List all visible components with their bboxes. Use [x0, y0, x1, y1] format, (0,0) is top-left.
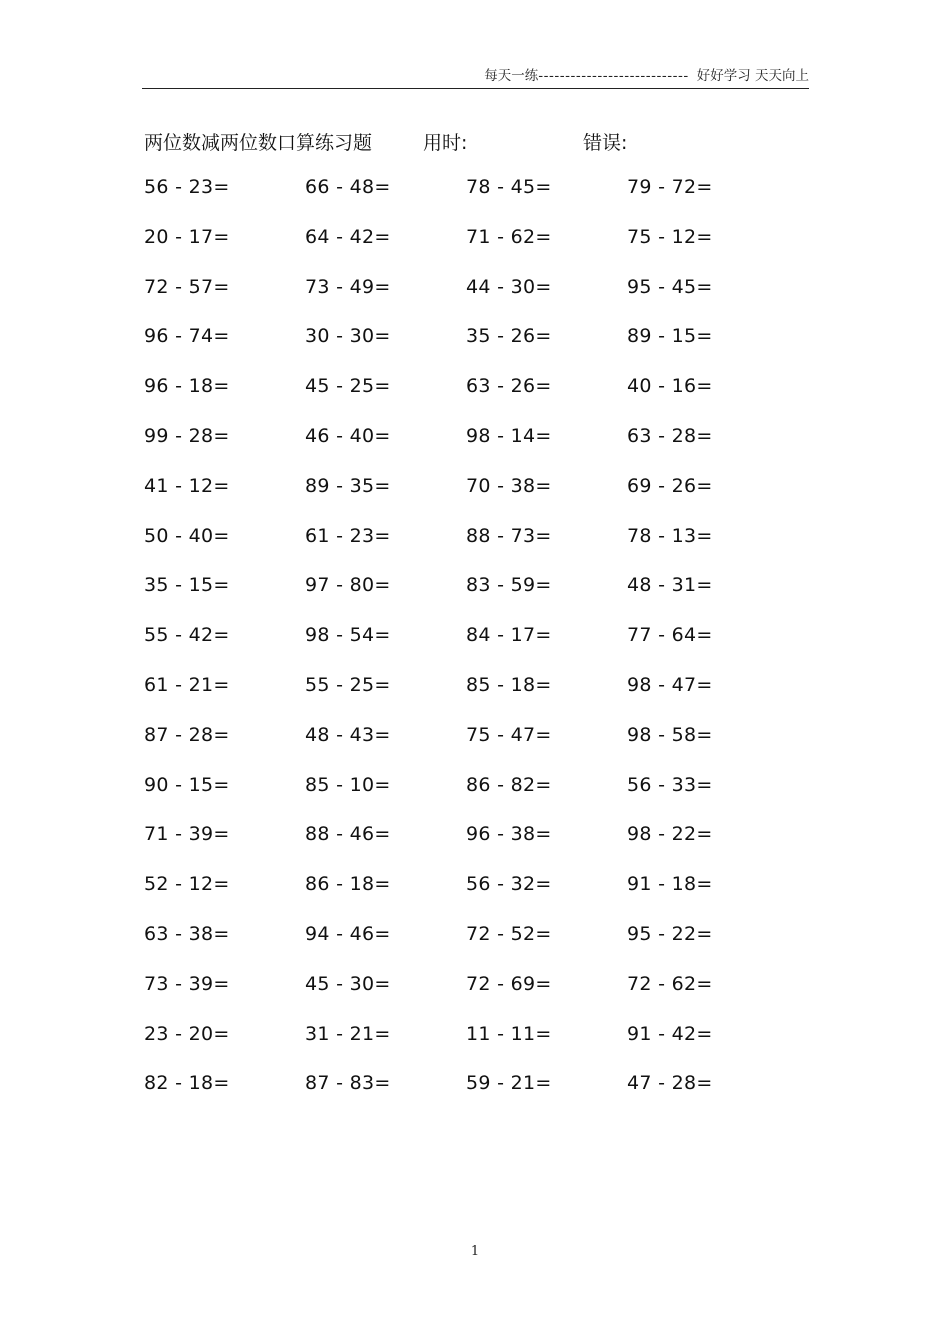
problem-item: 88 - 46=: [305, 823, 391, 846]
problem-row: [144, 724, 804, 774]
problem-item: 77 - 64=: [627, 624, 713, 647]
problem-item: 72 - 57=: [144, 275, 230, 298]
problem-item: 71 - 62=: [466, 225, 552, 248]
problem-row: [144, 973, 804, 1023]
problem-item: 89 - 35=: [305, 474, 391, 497]
problem-item: 83 - 59=: [466, 574, 552, 597]
problem-item: 69 - 26=: [627, 474, 713, 497]
problem-item: 31 - 21=: [305, 1022, 391, 1045]
problem-item: 87 - 83=: [305, 1072, 391, 1095]
page-header: [142, 64, 809, 84]
problem-row: [144, 525, 804, 575]
problem-item: 61 - 21=: [144, 673, 230, 696]
problem-item: 72 - 52=: [466, 922, 552, 945]
problem-item: 45 - 30=: [305, 972, 391, 995]
problem-row: [144, 873, 804, 923]
problem-item: 52 - 12=: [144, 873, 230, 896]
problem-item: 96 - 74=: [144, 325, 230, 348]
problem-item: 72 - 62=: [627, 972, 713, 995]
problem-row: [144, 674, 804, 724]
problem-item: 30 - 30=: [305, 325, 391, 348]
problem-item: 89 - 15=: [627, 325, 713, 348]
problem-item: 45 - 25=: [305, 375, 391, 398]
problem-item: 47 - 28=: [627, 1072, 713, 1095]
problem-item: 48 - 31=: [627, 574, 713, 597]
problem-item: 98 - 58=: [627, 723, 713, 746]
problem-item: 95 - 22=: [627, 922, 713, 945]
problem-row: [144, 1072, 804, 1122]
problem-item: 90 - 15=: [144, 773, 230, 796]
problem-item: 73 - 39=: [144, 972, 230, 995]
problem-item: 78 - 45=: [466, 176, 552, 198]
time-label: 用时:: [423, 132, 468, 154]
worksheet-title: 两位数减两位数口算练习题: [144, 132, 373, 154]
header-motto: 好好学习 天天向上: [696, 68, 809, 84]
problem-item: 96 - 18=: [144, 375, 230, 398]
problem-item: 55 - 25=: [305, 673, 391, 696]
problem-item: 86 - 82=: [466, 773, 552, 796]
problem-row: [144, 1023, 804, 1073]
problem-item: 35 - 26=: [466, 325, 552, 348]
problem-item: 41 - 12=: [144, 474, 230, 497]
problem-item: 44 - 30=: [466, 275, 552, 298]
problem-item: 85 - 18=: [466, 673, 552, 696]
header-dashes: ----------------------------: [538, 68, 689, 84]
problem-item: 96 - 38=: [466, 823, 552, 846]
problem-item: 50 - 40=: [144, 524, 230, 547]
problem-item: 40 - 16=: [627, 375, 713, 398]
problem-row: [144, 276, 804, 326]
problem-item: 95 - 45=: [627, 275, 713, 298]
problem-item: 98 - 22=: [627, 823, 713, 846]
problem-item: 56 - 33=: [627, 773, 713, 796]
problem-row: [144, 475, 804, 525]
problem-item: 99 - 28=: [144, 424, 230, 447]
problem-item: 98 - 14=: [466, 424, 552, 447]
header-left-text: 每天一练: [484, 68, 539, 84]
problem-item: 56 - 23=: [144, 176, 230, 198]
problem-item: 75 - 12=: [627, 225, 713, 248]
problem-item: 64 - 42=: [305, 225, 391, 248]
problem-item: 88 - 73=: [466, 524, 552, 547]
error-label: 错误:: [583, 132, 628, 154]
problem-item: 79 - 72=: [627, 176, 713, 198]
problem-row: [144, 325, 804, 375]
problem-grid: [144, 176, 804, 1122]
problem-item: 86 - 18=: [305, 873, 391, 896]
problem-row: [144, 176, 804, 226]
problem-item: 85 - 10=: [305, 773, 391, 796]
problem-item: 94 - 46=: [305, 922, 391, 945]
problem-item: 59 - 21=: [466, 1072, 552, 1095]
problem-item: 98 - 54=: [305, 624, 391, 647]
problem-item: 48 - 43=: [305, 723, 391, 746]
problem-item: 11 - 11=: [466, 1022, 552, 1045]
problem-row: [144, 624, 804, 674]
problem-item: 61 - 23=: [305, 524, 391, 547]
header-rule: [142, 88, 809, 89]
problem-row: [144, 425, 804, 475]
problem-item: 20 - 17=: [144, 225, 230, 248]
problem-item: 73 - 49=: [305, 275, 391, 298]
problem-item: 91 - 18=: [627, 873, 713, 896]
problem-item: 87 - 28=: [144, 723, 230, 746]
problem-item: 71 - 39=: [144, 823, 230, 846]
problem-item: 70 - 38=: [466, 474, 552, 497]
problem-item: 63 - 26=: [466, 375, 552, 398]
problem-item: 66 - 48=: [305, 176, 391, 198]
problem-item: 82 - 18=: [144, 1072, 230, 1095]
problem-item: 91 - 42=: [627, 1022, 713, 1045]
problem-row: [144, 923, 804, 973]
problem-row: [144, 226, 804, 276]
problem-item: 46 - 40=: [305, 424, 391, 447]
problem-item: 56 - 32=: [466, 873, 552, 896]
problem-item: 63 - 28=: [627, 424, 713, 447]
problem-row: [144, 574, 804, 624]
problem-row: [144, 375, 804, 425]
page-number: 1: [470, 1244, 480, 1259]
problem-item: 97 - 80=: [305, 574, 391, 597]
problem-item: 63 - 38=: [144, 922, 230, 945]
problem-item: 98 - 47=: [627, 673, 713, 696]
problem-item: 35 - 15=: [144, 574, 230, 597]
problem-row: [144, 823, 804, 873]
problem-item: 84 - 17=: [466, 624, 552, 647]
worksheet-title-row: [144, 128, 804, 156]
problem-item: 55 - 42=: [144, 624, 230, 647]
problem-item: 78 - 13=: [627, 524, 713, 547]
problem-item: 72 - 69=: [466, 972, 552, 995]
problem-item: 75 - 47=: [466, 723, 552, 746]
problem-row: [144, 774, 804, 824]
problem-item: 23 - 20=: [144, 1022, 230, 1045]
